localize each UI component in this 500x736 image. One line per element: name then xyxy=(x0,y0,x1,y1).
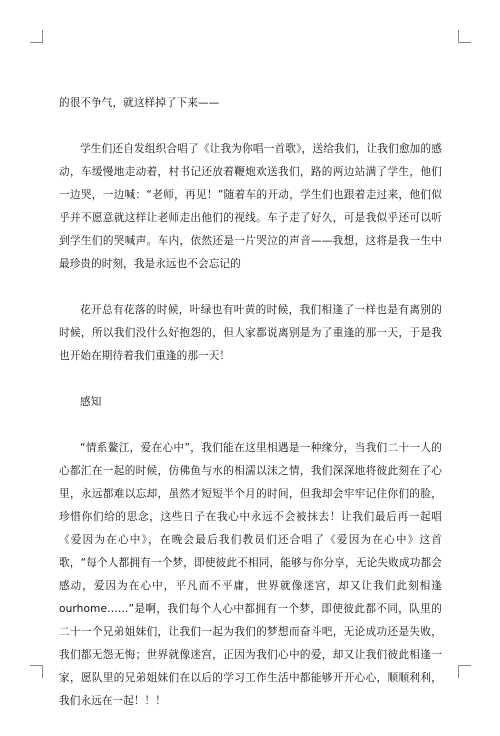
paragraph-continuation: 的很不争气，就这样掉了下来—— xyxy=(59,97,220,109)
paragraph-reflection: “情系鳌江，爱在心中”，我们能在这里相遇是一种缘分，当我们二十一人的心都汇在一起的时候，仿佛鱼与水的相濡以沫之情，我们深深地将彼此刻在了心里，永远都难以忘却，虽然才短短半个月的时间，但我却会牢牢记住你们的脸，珍惜你们给的思念，这些日子在我心中永远不会被抹去！让我们最后再一起唱《爱因为在心中》，在晚会最后我们教员们还合唱了《爱因为在心中》这首歌，“每个人都拥有一个梦，即使彼此不相同，能够与你分享，无论失败成功都会感动，爱因为在心中，平凡而不平庸，世界就像迷宫，却又让我们此刻相逢 ourhome……”是啊，我们每个人心中都拥有一个梦，即使彼此都不同，队里的二十一个兄弟姐妹们，让我们一起为我们的梦想而奋斗吧，无论成功还是失败，我们都无怨无悔；世界就像迷宫，正因为我们心中的爱，却又让我们彼此相逢一家，愿队里的兄弟姐妹们在以后的学习工作生活中都能够开开心心，顺顺利利，我们永远在一起！！！ xyxy=(59,442,442,707)
crop-mark-top-right xyxy=(458,30,471,43)
document-body xyxy=(59,69,442,736)
crop-mark-top-left xyxy=(30,30,43,43)
paragraph-farewell: 学生们还自发组织合唱了《让我为你唱一首歌》，送给我们，让我们愈加的感动，车缓慢地走动着，村书记还放着鞭炮欢送我们，路的两边站满了学生，他们一边哭，一边喊：“老师，再见！”随着车的开动，学生们也跟着走过来，他们似乎并不愿意就这样让老师走出他们的视线。车子走了好久，可是我似乎还可以听到学生们的哭喊声。车内，依然还是一片哭泣的声音——我想，这将是我一生中最珍贵的时刻，我是永远也不会忘记的 xyxy=(59,143,442,270)
section-heading: 感知 xyxy=(80,396,102,408)
crop-mark-bottom-right xyxy=(458,665,471,678)
crop-mark-bottom-left xyxy=(30,665,43,678)
paragraph-reunion: 花开总有花落的时候，叶绿也有叶黄的时候，我们相逢了一样也是有离别的时候，所以我们没什么好抱怨的，但人家都说离别是为了重逢的那一天，于是我也开始在期待着我们重逢的那一天！ xyxy=(59,304,442,362)
